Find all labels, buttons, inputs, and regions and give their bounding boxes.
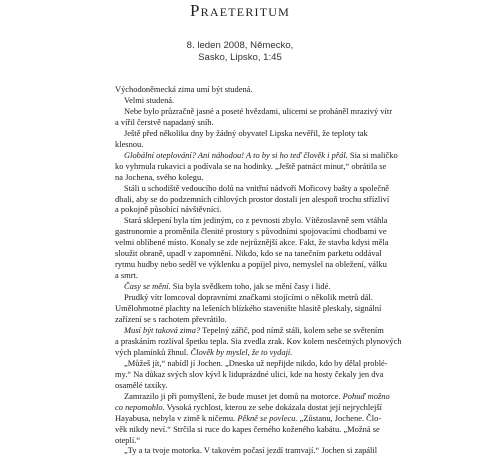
text-line xyxy=(115,401,382,413)
text-line xyxy=(115,95,366,106)
text-line xyxy=(115,368,384,380)
text-segment: rytmu hudby nebo seděl ve výklenku a popíjel pivo, nemyslel na obležení, válku xyxy=(115,259,387,270)
italic-segment: Globální oteplování? Ani náhodou! A to by si ho teď člověk i přál. xyxy=(124,149,348,160)
text-line xyxy=(115,226,387,237)
text-line xyxy=(115,270,366,281)
text-line xyxy=(115,248,382,259)
text-line xyxy=(115,303,382,314)
dateline-date: 8. leden 2008, Německo, xyxy=(186,40,294,51)
text-segment: „Ty a ta tvoje motorka. V takovém počasí jezdí tramvají.“ Jochen si zapálil xyxy=(124,445,378,456)
italic-segment: Pohuď možno xyxy=(342,390,390,401)
text-segment: zařízení se s rachotem převrátilo. xyxy=(115,314,227,325)
dateline-place-time: Sasko, Lipsko, 1:45 xyxy=(198,52,282,63)
text-line xyxy=(115,357,388,369)
text-line xyxy=(115,160,387,172)
text-line xyxy=(115,380,366,391)
text-line xyxy=(115,347,366,358)
text-line xyxy=(115,259,387,270)
text-segment: Vysoká rychlost, kterou ze sebe dokázala dostat její nejrychlejší xyxy=(164,401,382,412)
text-segment: Východoněmecká zima umí být studená. xyxy=(115,84,253,94)
text-segment: velmi oblíbené místo. Konaly se zde nejrůznější akce. Fakt, že stavba kdysi měla xyxy=(115,237,389,248)
text-segment: a praskáním rozlíval špetku tepla. Sia zvedla zrak. Kov kolem nesčetných plynových xyxy=(115,335,402,346)
text-segment: Ještě před několika dny by žádný obyvatel Lipska nevěřil, že teploty tak xyxy=(124,127,368,138)
text-segment: klesnou. xyxy=(115,138,144,149)
italic-segment: Pěkně se povlecu. xyxy=(237,412,298,423)
text-line xyxy=(115,105,393,117)
text-line xyxy=(115,423,380,435)
text-segment: „Můžeš jít,“ nabídl jí Jochen. „Dneska už nepřijde nikdo, kdo by dělal problé- xyxy=(124,357,388,368)
text-segment: „Zůstanu, Jochene. Člo- xyxy=(297,412,382,423)
text-line xyxy=(115,117,366,128)
text-line xyxy=(115,445,378,456)
text-segment: Stará sklepení byla tím jediným, co z pevnosti zbylo. Vítězoslavně sem vtáhla xyxy=(124,215,388,226)
text-line xyxy=(115,215,388,226)
text-line xyxy=(115,182,390,194)
text-segment: vých plamínků žhnul. xyxy=(115,346,191,357)
text-segment: dbali, aby se do podzemních cihlových prostor dostali jen alespoň trochu střízliví xyxy=(115,193,390,204)
text-segment: Sia si maličko xyxy=(347,149,398,160)
text-segment: Prudký vítr lomcoval dopravními značkami stojícími o několik metrů dál. xyxy=(124,292,373,303)
text-line xyxy=(115,193,390,205)
text-line xyxy=(115,412,382,424)
text-segment: Hayabusa, nebyla v zimě k ničemu. xyxy=(115,412,238,423)
text-line xyxy=(115,149,398,161)
text-line xyxy=(115,172,366,183)
text-segment: my.“ Na důkaz svých slov kývl k liduprázdné ulici, kde na hosty čekaly jen dva xyxy=(115,368,384,379)
text-line xyxy=(115,139,366,150)
text-line xyxy=(115,335,402,347)
text-line xyxy=(115,292,373,303)
text-segment: a pokojně působící návštěvníci. xyxy=(115,204,222,215)
text-segment: Velmi studená. xyxy=(124,94,175,105)
italic-segment: co nepomohlo. xyxy=(115,401,165,412)
text-segment: Umělohmotné plachty na lešeních blízkého stavenište hlasitě pleskaly, signální xyxy=(115,303,382,314)
text-segment: ko vyhrnula rukavici a podívala se na hodinky. „Ještě patnáct minut,“ obrátila se xyxy=(115,160,387,171)
text-segment: Tepelný zářič, pod nímž stáli, kolem sebe se světením xyxy=(200,324,384,335)
text-segment: a smrt. xyxy=(115,270,138,281)
text-segment: Sia byla svědkem toho, jak se mění časy i lidé. xyxy=(170,281,331,292)
text-line xyxy=(115,390,390,402)
text-segment: sloužit obraně, upadl v zapomnění. Nikdo, kdo se na tanečním parketu oddával xyxy=(115,248,382,259)
chapter-dateline xyxy=(0,40,480,64)
italic-segment: Člověk by myslel, že to vydají. xyxy=(190,346,293,357)
text-segment: a vířil čerstvě napadaný sníh. xyxy=(115,116,214,127)
text-line xyxy=(115,435,366,446)
text-line xyxy=(115,281,366,292)
chapter-body-text xyxy=(115,84,402,456)
italic-segment: Musí být taková zima? xyxy=(124,324,201,335)
text-segment: oteplí.“ xyxy=(115,434,141,445)
text-segment: věk nikdy neví.“ Strčila si ruce do kapes černého koženého kabátu. „Možná se xyxy=(115,423,380,434)
text-segment: Nebe bylo průzračně jasné a poseté hvězdami, ulicemi se proháněl mrazivý vítr xyxy=(124,105,393,116)
italic-segment: Časy se mění. xyxy=(124,281,171,292)
chapter-title: Praeteritum xyxy=(190,1,290,20)
text-line xyxy=(115,84,366,95)
text-line xyxy=(115,314,366,325)
text-segment: na Jochena, svého kolegu. xyxy=(115,171,204,182)
text-segment: Zamrazilo ji při pomyšlení, že bude muset jet domů na motorce. xyxy=(124,390,343,401)
text-line xyxy=(115,237,389,248)
text-line xyxy=(115,128,366,139)
text-line xyxy=(115,204,366,215)
text-segment: gastronomie a proměnila členité prostory s původními spojovacími chodbami ve xyxy=(115,226,387,237)
text-segment: osamělé taxíky. xyxy=(115,379,168,390)
text-segment: Stáli u schodiště vedoucího dolů na vnitřní nádvoří Mořicovy bašty a společně xyxy=(124,182,390,193)
text-line xyxy=(115,324,384,336)
